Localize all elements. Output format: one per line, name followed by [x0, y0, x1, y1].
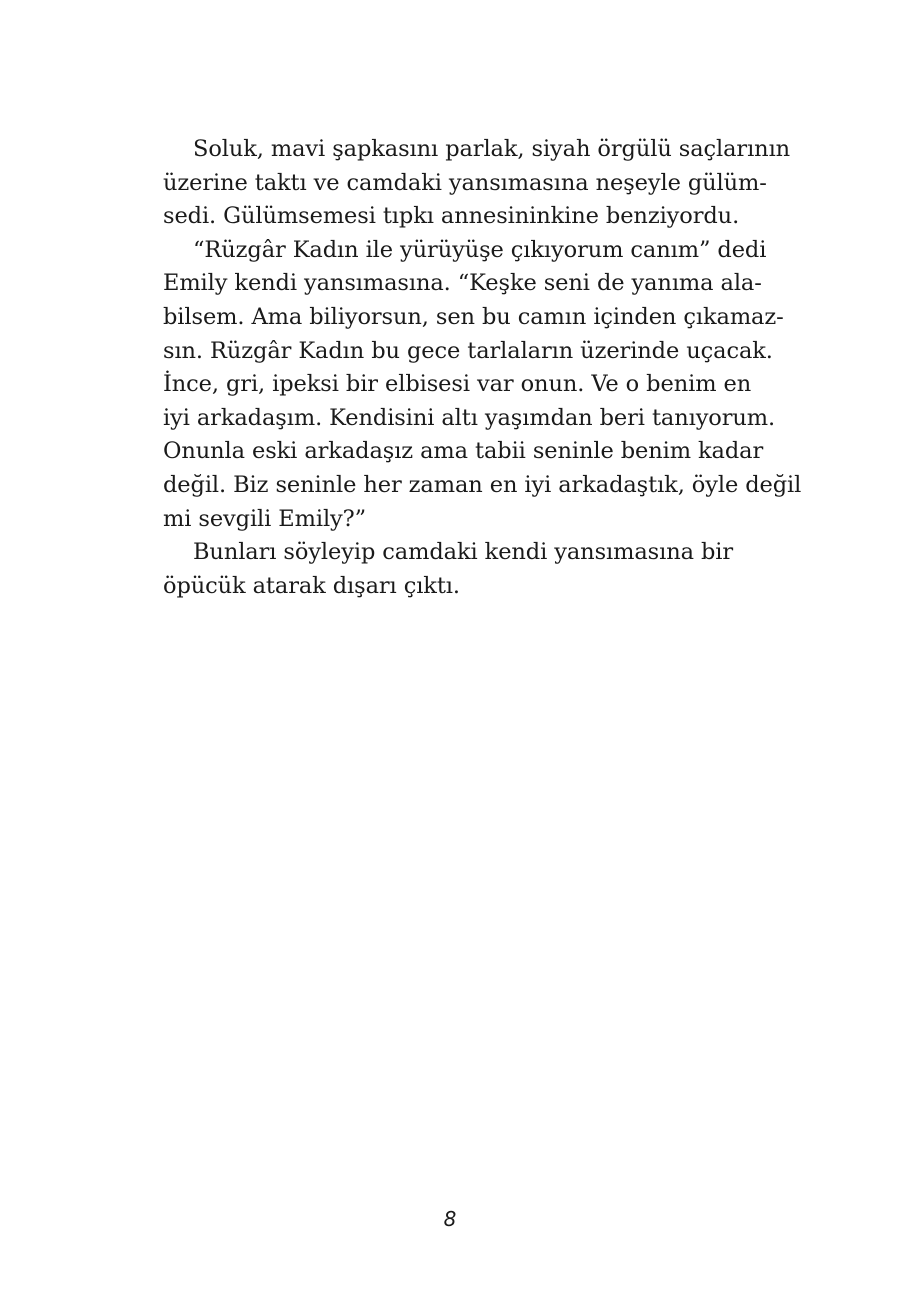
text-line: bilsem. Ama biliyorsun, sen bu camın içinden çıkamaz- [163, 303, 784, 330]
text-line: “Rüzgâr Kadın ile yürüyüşe çıkıyorum canım” dedi [193, 236, 767, 263]
text-line: öpücük atarak dışarı çıktı. [163, 572, 460, 599]
paragraph-1 [163, 133, 791, 234]
text-line: değil. Biz seninle her zaman en iyi arkadaştık, öyle değil [163, 471, 802, 498]
text-line: sın. Rüzgâr Kadın bu gece tarlaların üzerinde uçacak. [163, 337, 773, 364]
text-line: üzerine taktı ve camdaki yansımasına neşeyle gülüm- [163, 169, 767, 196]
page-number: 8 [443, 1207, 457, 1231]
page-body [163, 133, 802, 603]
text-line: İnce, gri, ipeksi bir elbisesi var onun. Ve o benim en [163, 371, 752, 398]
text-line: Emily kendi yansımasına. “Keşke seni de yanıma ala- [163, 270, 762, 297]
text-line: Bunları söyleyip camdaki kendi yansımasına bir [193, 539, 734, 566]
paragraph-3 [163, 536, 734, 603]
text-line: Soluk, mavi şapkasını parlak, siyah örgülü saçlarının [193, 136, 791, 162]
paragraph-2 [163, 234, 802, 536]
text-line: Onunla eski arkadaşız ama tabii seninle benim kadar [163, 438, 764, 465]
text-line: sedi. Gülümsemesi tıpkı annesininkine benziyordu. [163, 203, 740, 230]
text-line: mi sevgili Emily?” [163, 505, 367, 532]
text-line: iyi arkadaşım. Kendisini altı yaşımdan beri tanıyorum. [163, 404, 776, 431]
